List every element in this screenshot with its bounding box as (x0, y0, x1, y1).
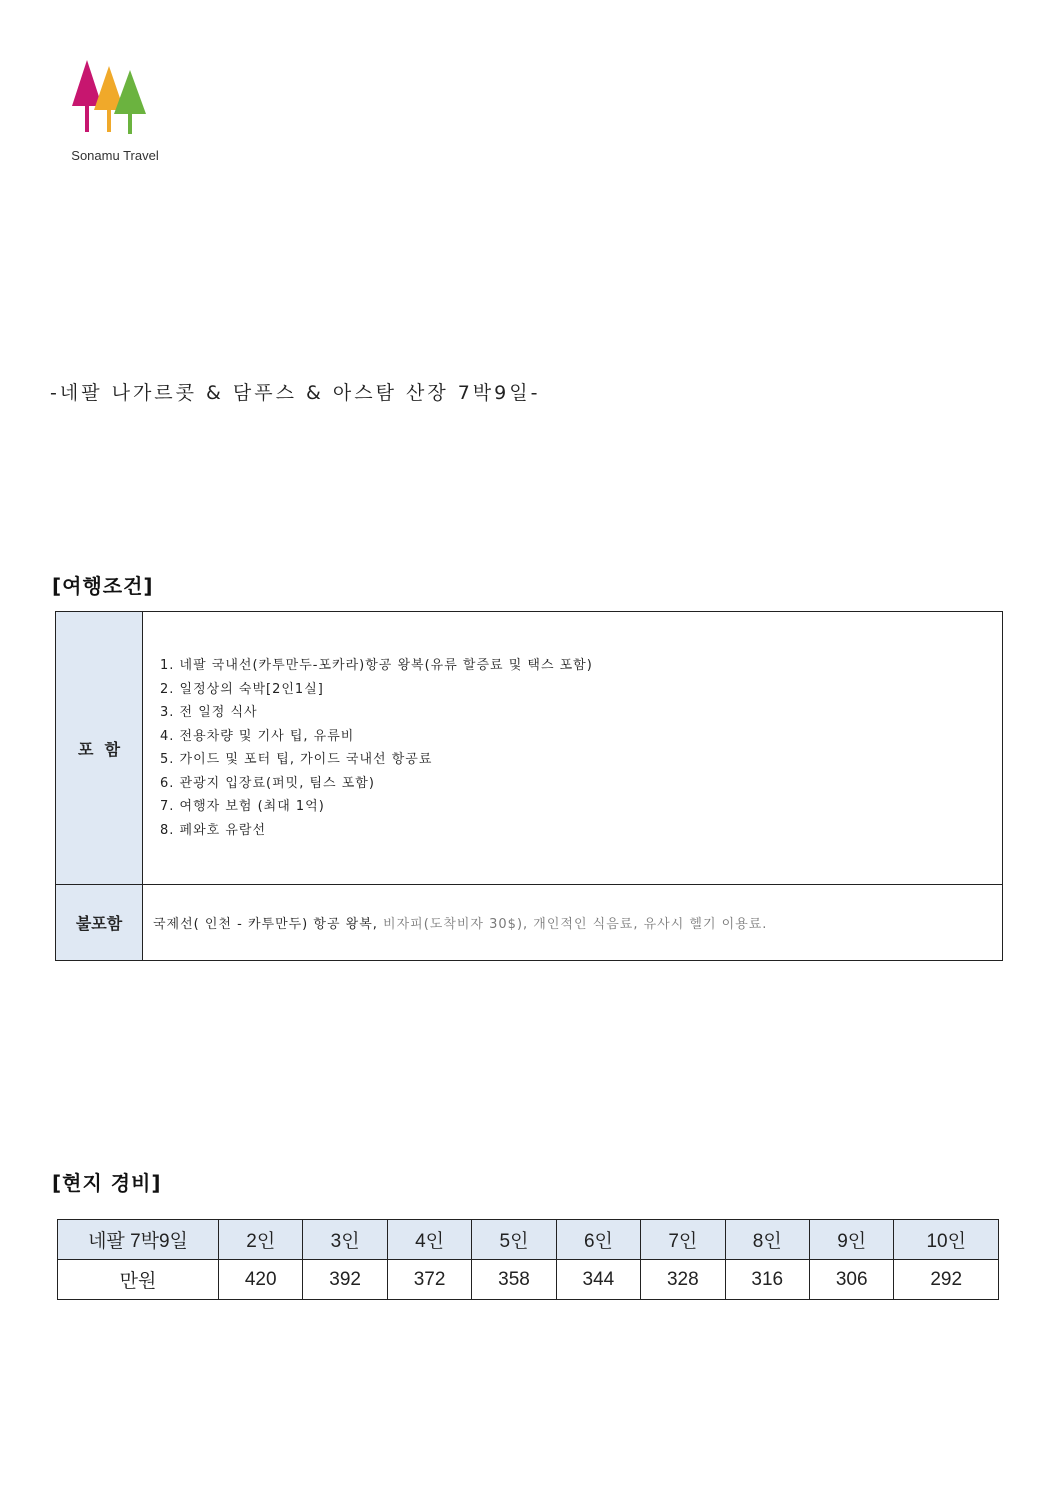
price-cell: 328 (641, 1260, 725, 1300)
list-item: 3. 전 일정 식사 (160, 705, 258, 720)
list-item: 5. 가이드 및 포터 팁, 가이드 국내선 항공료 (160, 752, 433, 767)
column-header: 10인 (894, 1220, 999, 1260)
costs-heading: [현지 경비] (52, 1171, 162, 1195)
price-cell: 292 (894, 1260, 999, 1300)
price-cell: 372 (387, 1260, 471, 1300)
list-item: 4. 전용차량 및 기사 팁, 유류비 (160, 728, 355, 744)
column-header: 9인 (809, 1220, 893, 1260)
exclude-content (143, 885, 1003, 961)
include-row (56, 612, 1003, 885)
company-logo (60, 58, 170, 168)
green-tree (114, 70, 146, 134)
column-header: 6인 (556, 1220, 640, 1260)
price-cell: 392 (303, 1260, 387, 1300)
tree-logo-icon (70, 58, 160, 138)
price-cell: 420 (219, 1260, 303, 1300)
price-table (57, 1219, 999, 1300)
list-item: 1. 네팔 국내선(카투만두-포카라)항공 왕복(유류 할증료 및 택스 포함) (160, 658, 593, 673)
list-item: 2. 일정상의 숙박[2인1실] (160, 681, 324, 697)
exclude-label: 불포함 (56, 885, 143, 961)
tree-crown (114, 70, 146, 114)
row-header-cell: 네팔 7박9일 (58, 1220, 219, 1260)
column-header: 7인 (641, 1220, 725, 1260)
list-item: 6. 관광지 입장료(퍼밋, 팀스 포함) (160, 775, 375, 791)
list-item: 7. 여행자 보험 (최대 1억) (160, 799, 325, 814)
table-header-row (58, 1220, 999, 1260)
include-label: 포 함 (56, 612, 143, 885)
unit-label-cell: 만원 (58, 1260, 219, 1300)
conditions-table (55, 611, 1003, 961)
exclude-text: 국제선( 인천 - 카투만두) 항공 왕복, (153, 917, 384, 932)
list-item: 8. 페와호 유람선 (160, 822, 267, 838)
page-title: -네팔 나가르콧 & 담푸스 & 아스탐 산장 7박9일- (50, 382, 541, 404)
logo-text: Sonamu Travel (71, 148, 159, 163)
conditions-heading: [여행조건] (52, 574, 154, 598)
column-header: 2인 (219, 1220, 303, 1260)
column-header: 5인 (472, 1220, 556, 1260)
table-row (58, 1260, 999, 1300)
price-cell: 306 (809, 1260, 893, 1300)
column-header: 3인 (303, 1220, 387, 1260)
include-list (160, 654, 1002, 842)
price-cell: 344 (556, 1260, 640, 1300)
price-cell: 316 (725, 1260, 809, 1300)
column-header: 4인 (387, 1220, 471, 1260)
exclude-row (56, 885, 1003, 961)
magenta-tree (72, 60, 102, 132)
exclude-text-gray: 비자피(도착비자 30$), 개인적인 식음료, 유사시 헬기 이용료. (383, 917, 768, 932)
price-cell: 358 (472, 1260, 556, 1300)
column-header: 8인 (725, 1220, 809, 1260)
tree-crown (72, 60, 102, 106)
include-content (143, 612, 1003, 885)
